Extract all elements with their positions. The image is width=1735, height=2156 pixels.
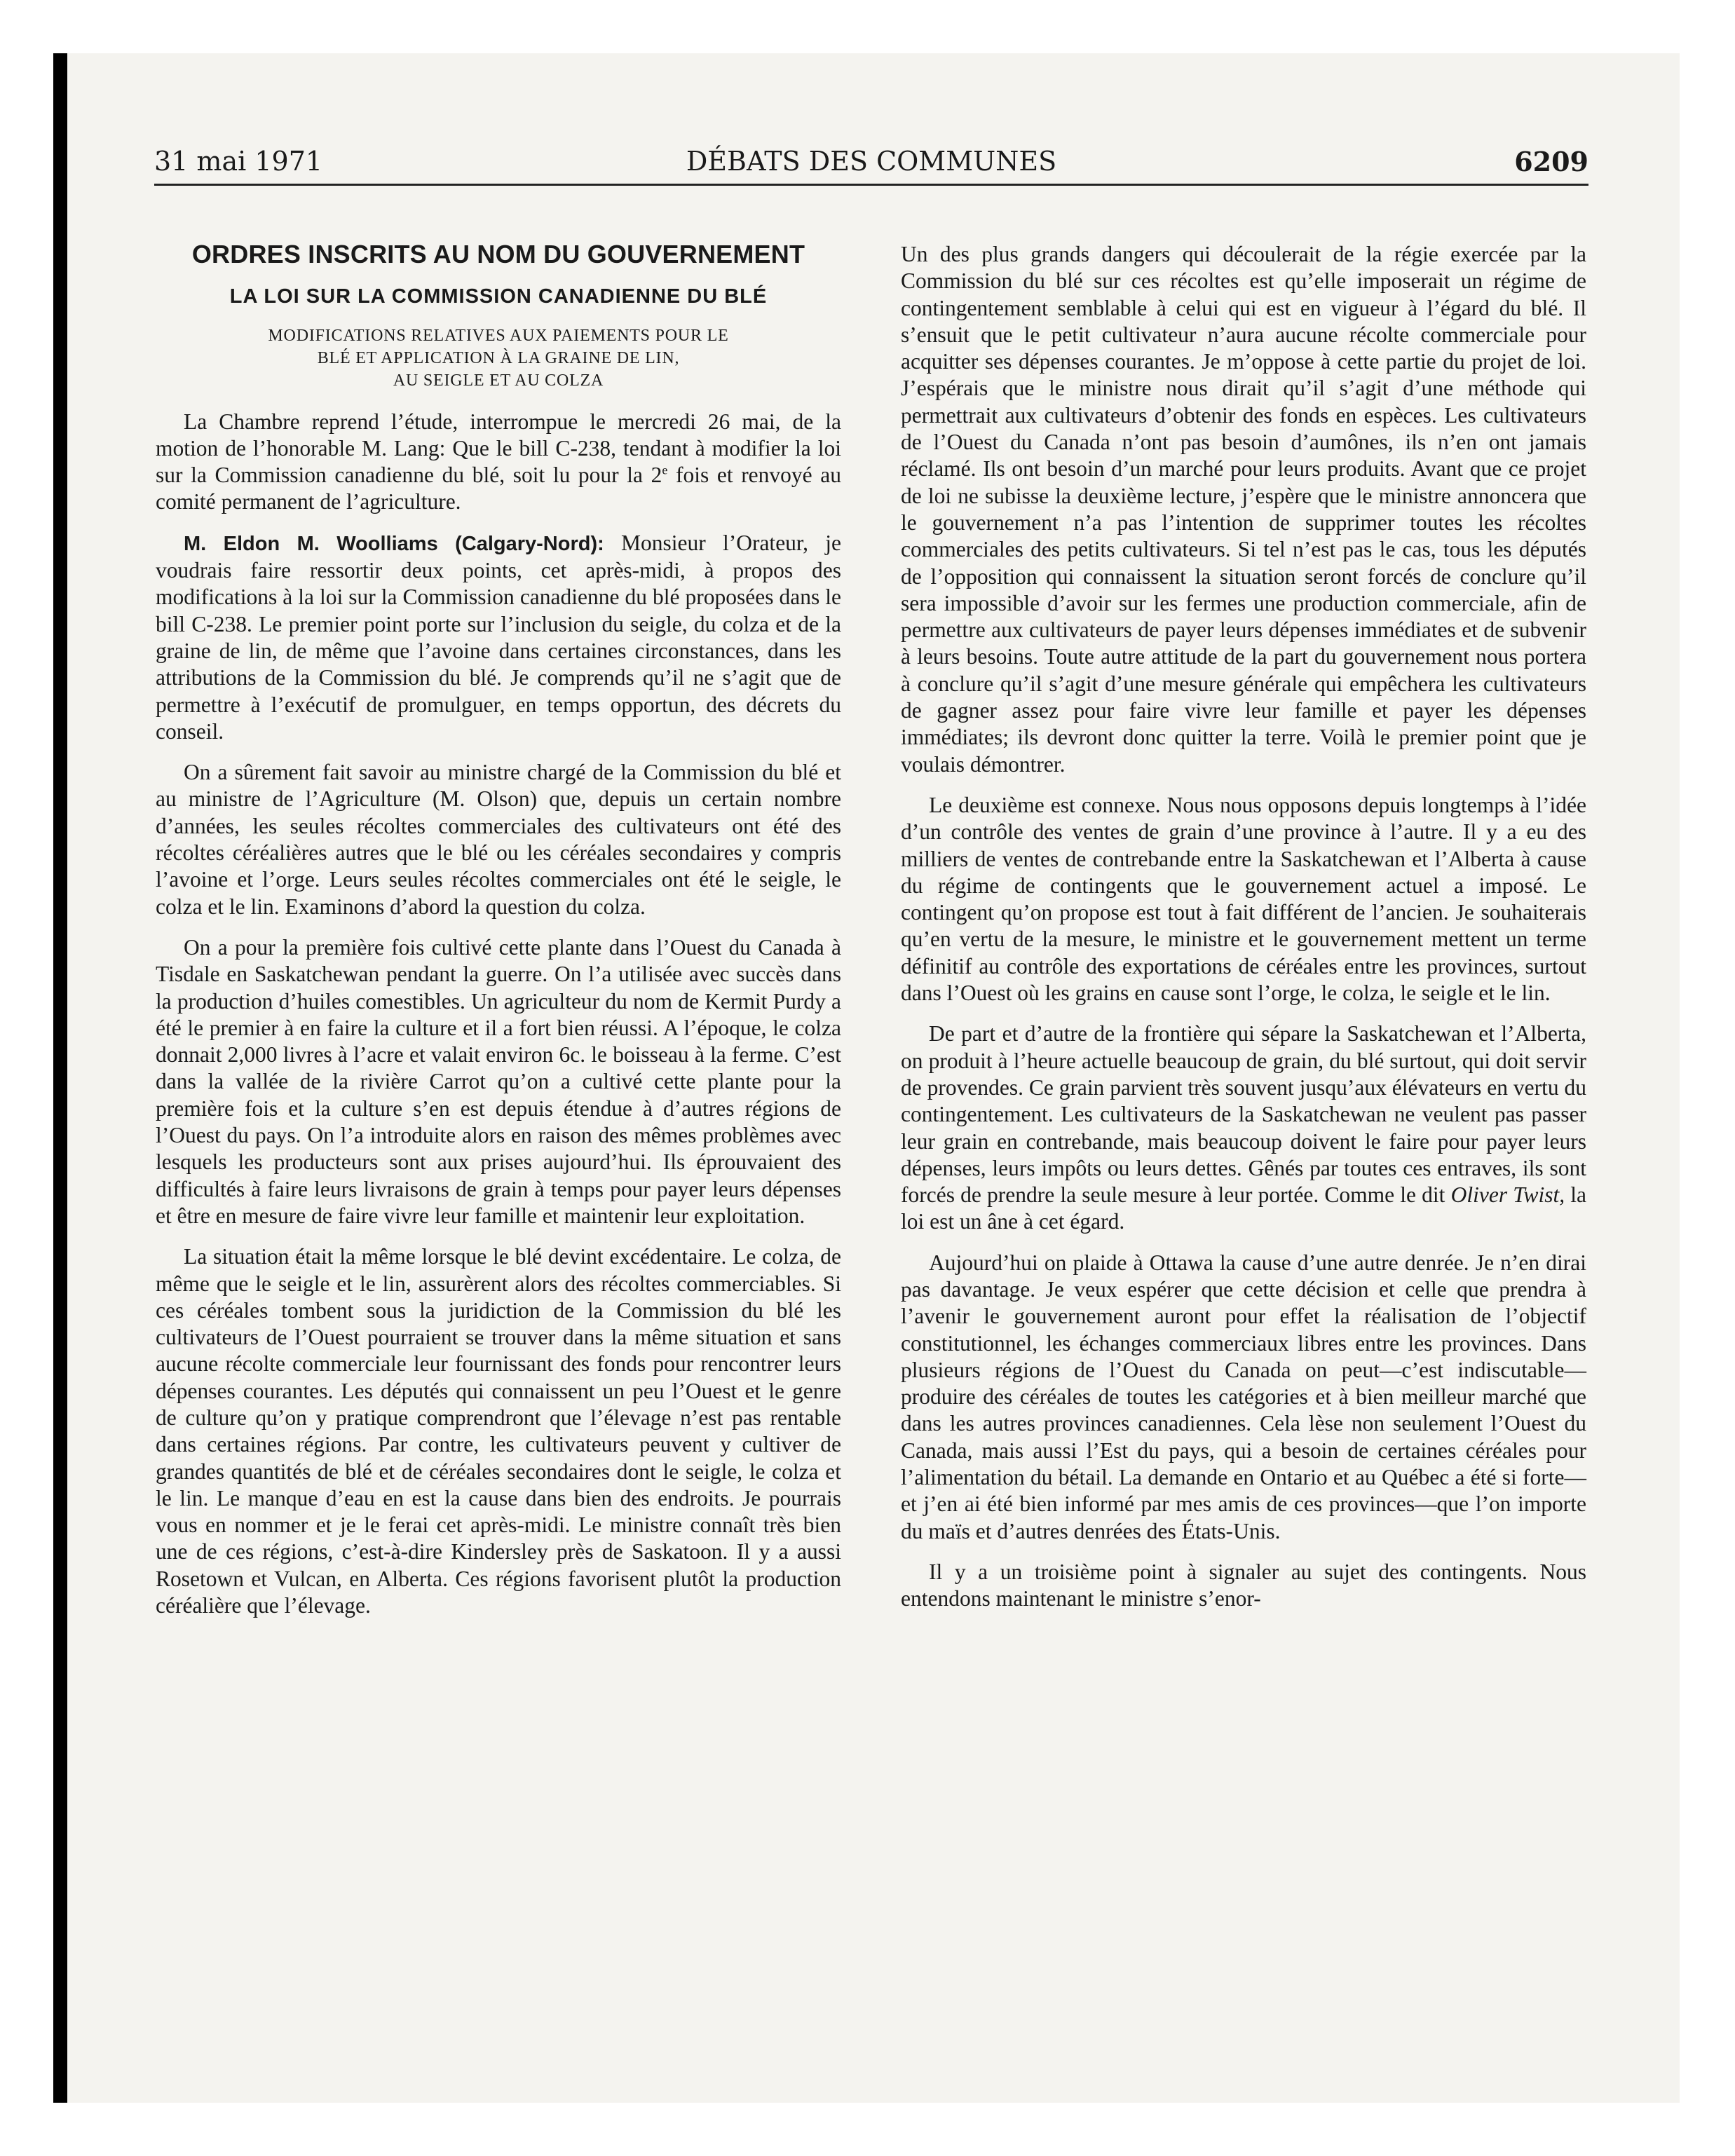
paragraph: Le deuxième est connexe. Nous nous opposons depuis longtemps à l’idée d’un contrôle des ventes de grain d’une province à l’autre. Il y a eu des milliers de ventes de contrebande entre la Saskatchewan et l’Alberta à cause du régime de contingents que le gouvernement actuel a imposé. Le contingent qu’on propose est tout à fait différent de l’ancien. Je souhaiterais qu’en vertu de la mesure, le ministre et le gouvernement mettent un terme définitif au contrôle des exportations de céréales entre les provinces, surtout dans l’Ouest où les grains en cause sont l’orge, le colza, le seigle et le lin. xyxy=(901,792,1586,1006)
section-heading: ORDRES INSCRITS AU NOM DU GOUVERNEMENT xyxy=(191,240,805,268)
paragraph: On a pour la première fois cultivé cette plante dans l’Ouest du Canada à Tisdale en Saskatchewan pendant la guerre. On l’a utilisée avec succès dans la production d’huiles comestibles. Un agriculteur du nom de Kermit Purdy a été le premier à en faire la culture et il a fort bien réussi. A l’époque, le colza donnait 2,000 livres à l’acre et valait environ 6c. le boisseau à la ferme. C’est dans la vallée de la rivière Carrot qu’on a cultivé cette plante pour la première fois et la culture s’en est depuis étendue à d’autres régions de l’Ouest du pays. On l’a introduite alors en raison des mêmes problèmes avec lesquels les producteurs sont aux prises aujourd’hui. Ils éprouvaient des difficultés à faire leurs livraisons de grain à temps pour payer leurs dépenses et être en mesure de faire vivre leur famille et maintenir leur exploitation. xyxy=(156,934,841,1228)
header-title: DÉBATS DES COMMUNES xyxy=(686,146,1057,177)
bill-subheading xyxy=(156,325,841,392)
paragraph xyxy=(156,409,841,516)
paragraph-text: La Chambre reprend l’étude, interrompue le mercredi 26 mai, de la motion de l’honorable M. Lang: Que le bill C-238, tendant à modifier la loi sur la Commission canadienne du blé, soit lu pour la 2 xyxy=(156,409,841,488)
paragraph xyxy=(901,1021,1586,1235)
scan-edge xyxy=(53,53,67,2103)
bill-subheading-line-2: BLÉ ET APPLICATION À LA GRAINE DE LIN, xyxy=(317,348,680,367)
paragraph xyxy=(156,530,841,745)
paragraph-text: fois et renvoyé au comité permanent de l’agriculture. xyxy=(156,463,841,514)
running-header xyxy=(154,144,1588,186)
ordinal-superscript: e xyxy=(662,463,668,477)
page-number: 6209 xyxy=(1514,146,1588,177)
paragraph-text: Monsieur l’Orateur, je voudrais faire ressortir deux points, cet après-midi, à propos des modifications à la loi sur la Commission canadienne du blé proposées dans le bill C-238. Le premier point porte sur l’inclusion du seigle, du colza et de la graine de lin, de même que l’avoine dans certaines circonstances, dans les attributions de la Commission du blé. Je comprends qu’il ne s’agit que de permettre à l’exécutif de promulguer, en temps opportun, des décrets du conseil. xyxy=(156,530,841,744)
left-column xyxy=(156,241,841,1633)
italic-reference: Oliver Twist, xyxy=(1450,1182,1565,1208)
bill-subheading-line-1: MODIFICATIONS RELATIVES AUX PAIEMENTS POUR LE xyxy=(268,326,729,345)
paragraph: Un des plus grands dangers qui découlerait de la régie exercée par la Commission du blé sur ces récoltes est qu’elle imposerait un régime de contingentement semblable à celui qui est en vigueur à l’égard du blé. Il s’ensuit que le petit cultivateur n’aura aucune récolte commerciale pour acquitter ses dépenses courantes. Je m’oppose à cette partie du projet de loi. J’espérais que le ministre nous dirait qu’il s’agit d’une méthode qui permettrait aux cultivateurs d’obtenir des fonds en espèces. Les cultivateurs de l’Ouest du Canada n’ont pas besoin d’aumônes, ils n’en ont jamais réclamé. Ils ont besoin d’un marché pour leurs produits. Avant que ce projet de loi ne subisse la deuxième lecture, j’espère que le ministre annoncera que le gouvernement n’a pas l’intention de supprimer toutes les récoltes commerciales des petits cultivateurs. Si tel n’est pas le cas, tous les députés de l’opposition qui connaissent la situation seront forcés de conclure qu’il sera impossible d’avoir sur les fermes une production commerciale, afin de permettre aux cultivateurs de payer leurs dépenses immédiates et de subvenir à leurs besoins. Toute autre attitude de la part du gouvernement nous portera à conclure qu’il s’agit d’une mesure générale qui empêchera les cultivateurs de gagner assez pour faire vivre leur famille et payer les dépenses immédiates; ils devront donc quitter la terre. Voilà le premier point que je voulais démontrer. xyxy=(901,242,1586,777)
speaker-name: M. Eldon M. Woolliams (Calgary-Nord): xyxy=(184,532,604,555)
bill-heading: LA LOI SUR LA COMMISSION CANADIENNE DU BLÉ xyxy=(229,285,768,308)
paragraph-text: De part et d’autre de la frontière qui sépare la Saskatchewan et l’Alberta, on produit à l’heure actuelle beaucoup de grain, du blé surtout, qui doit servir de provendes. Ce grain parvient très souvent jusqu’aux élévateurs en vertu du contingentement. Les cultivateurs de la Saskatchewan ne veulent pas passer leur grain en contrebande, mais beaucoup doivent le faire pour payer leurs dépenses, leurs impôts ou leurs dettes. Gênés par toutes ces entraves, ils sont forcés de prendre la seule mesure à leur portée. Comme le dit xyxy=(901,1021,1586,1208)
paragraph: On a sûrement fait savoir au ministre chargé de la Commission du blé et au ministre de l’Agriculture (M. Olson) que, depuis un certain nombre d’années, les seules récoltes commerciales des cultivateurs ont été des récoltes céréalières autres que le blé ou les céréales secondaires y compris l’avoine et l’orge. Leurs seules récoltes commerciales ont été le seigle, le colza et le lin. Examinons d’abord la question du colza. xyxy=(156,760,841,919)
bill-subheading-line-3: AU SEIGLE ET AU COLZA xyxy=(393,371,604,390)
paragraph: Il y a un troisième point à signaler au sujet des contingents. Nous entendons maintenant le ministre s’enor- xyxy=(901,1559,1586,1611)
header-date: 31 mai 1971 xyxy=(154,146,323,177)
paragraph: Aujourd’hui on plaide à Ottawa la cause d’une autre denrée. Je n’en dirai pas davantage. Je veux espérer que cette décision et celle que prendra à l’avenir le gouvernement auront pour effet la réalisation de l’objectif constitutionnel, les échanges commerciaux libres entre les provinces. Dans plusieurs régions de l’Ouest du Canada on peut—c’est indiscutable—produire des céréales de toutes les catégories et à bien meilleur marché que dans les autres provinces canadiennes. Cela lèse non seulement l’Ouest du Canada, mais aussi l’Est du pays, qui a besoin de certaines céréales pour l’alimentation du bétail. La demande en Ontario et au Québec a été si forte—et j’en ai été bien informé par mes amis de ces provinces—que l’on importe du maïs et d’autres denrées des États-Unis. xyxy=(901,1250,1586,1543)
paragraph: La situation était la même lorsque le blé devint excédentaire. Le colza, de même que le seigle et le lin, assurèrent alors des récoltes commerciables. Si ces céréales tombent sous la juridiction de la Commission du blé les cultivateurs de l’Ouest pourraient se trouver dans la même situation et sans aucune récolte commerciale leur fournissant des fonds pour rencontrer leurs dépenses courantes. Les députés qui connaissent un peu l’Ouest et le genre de culture qu’on y pratique comprendront que l’élevage n’est pas rentable dans certaines régions. Par contre, les cultivateurs peuvent y cultiver de grandes quantités de blé et de céréales secondaires dont le seigle, le colza et le lin. Le manque d’eau en est la cause dans bien des endroits. Je pourrais vous en nommer et je le ferai cet après-midi. Le ministre connaît très bien une de ces régions, c’est-à-dire Kindersley près de Saskatoon. Il y a aussi Rosetown et Vulcan, en Alberta. Ces régions favorisent plutôt la production céréalière que l’élevage. xyxy=(156,1244,841,1618)
paragraph-text: la loi est un âne à cet égard. xyxy=(901,1182,1586,1234)
right-column xyxy=(901,241,1586,1627)
